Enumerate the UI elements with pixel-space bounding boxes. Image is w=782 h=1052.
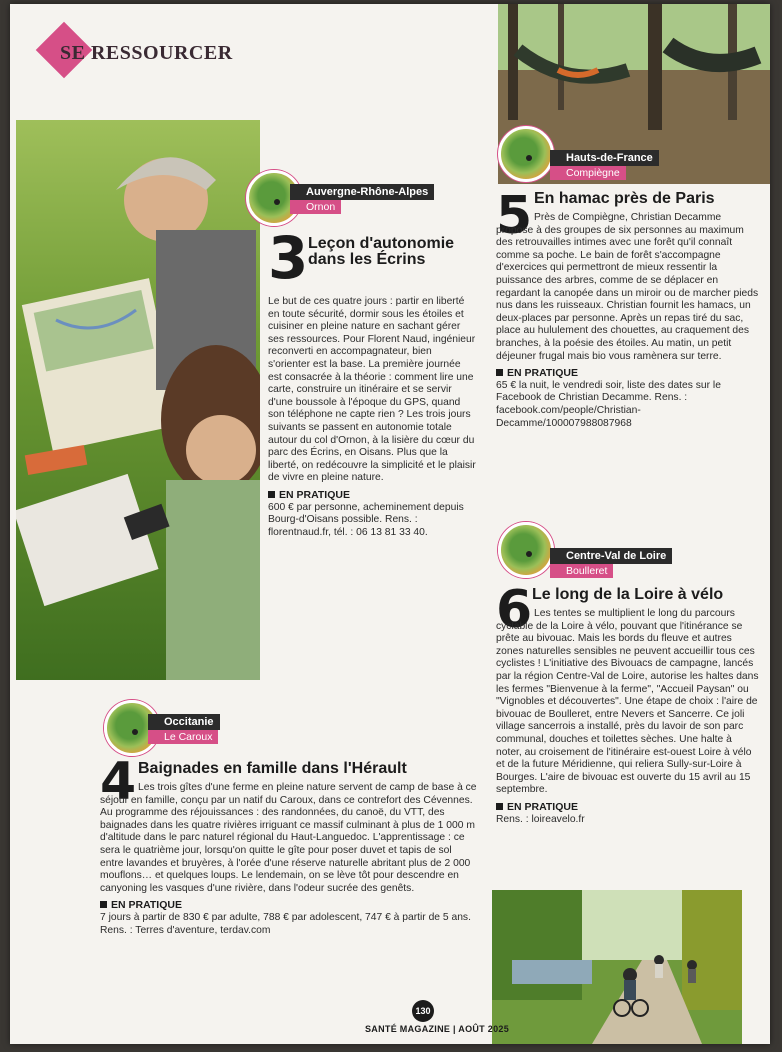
region-place: Boulleret	[550, 564, 613, 578]
magazine-page	[10, 4, 770, 1044]
article-text: Près de Compiègne, Christian Decamme propose à des groupes de six personnes au maximum des retrouvailles intimes avec une forêt qu'il connaît comme sa poche. Le bain de forêt s'accompagne d'exercices qui permettront de mieux ressentir la puissance des arbres, comme de se déplacer en regardant la canopée dans un miroir ou de marcher pieds nus dans les ruisseaux. Christian fournit les hamacs, un deux-places par personne. Après un repas tiré du sac, place au hululement des chouettes, au craquement des branches, à la poésie des étoiles. Au matin, un petit déjeuner frugal mais bio vous ramènera sur terre.	[496, 212, 759, 362]
article-title: Leçon d'autonomie dans les Écrins	[308, 235, 455, 268]
section-title: SE RESSOURCER	[60, 42, 233, 64]
region-name: Occitanie	[148, 714, 220, 730]
article-number: 3	[268, 224, 309, 292]
region-place: Ornon	[290, 200, 341, 214]
region-map-icon	[498, 522, 554, 578]
article-text: Le but de ces quatre jours : partir en liberté en toute sécurité, dormir sous les étoiles et cuisiner en pleine nature en sachant gérer ses ressources. Pour Florent Naud, ingénieur reconverti en accompagnateur, bien s'orienter est la base. La première journée est consacrée à la théorie : comment lire une carte, construire un itinéraire et se servir d'une boussole à l'époque du GPS, quand son téléphone ne capte rien ? Les trois jours suivants se passent en autonomie totale autour du col d'Ornon, à la lisière du cœur du parc des Écrins, en Oisans. Plus que la liberté, on redécouvre la simplicité et le plaisir de vivre en pleine nature.	[268, 296, 476, 484]
article-body	[496, 212, 760, 430]
practical-heading: EN PRATIQUE	[496, 801, 760, 814]
photo-loire-bikes	[492, 890, 742, 1044]
practical-heading: EN PRATIQUE	[496, 367, 760, 380]
region-name: Auvergne-Rhône-Alpes	[290, 184, 434, 200]
region-map-icon	[498, 126, 554, 182]
practical-text: Rens. : loireavelo.fr	[496, 813, 585, 825]
footer-credit: SANTÉ MAGAZINE | AOÛT 2025	[365, 1024, 510, 1034]
article-number: 5	[496, 186, 533, 246]
photo-orienteering	[16, 120, 260, 680]
article-body	[100, 782, 478, 937]
practical-heading: EN PRATIQUE	[268, 489, 476, 502]
practical-text: 7 jours à partir de 830 € par adulte, 788 € par adolescent, 747 € à partir de 5 ans. Rens. : Terres d'aventure, terdav.com	[100, 911, 471, 936]
page-number: 130	[412, 1000, 434, 1022]
article-title: En hamac près de Paris	[534, 190, 715, 207]
article-number: 6	[496, 580, 533, 640]
article-title: Le long de la Loire à vélo	[532, 586, 724, 603]
practical-heading: EN PRATIQUE	[100, 899, 478, 912]
article-body	[268, 296, 476, 539]
region-name: Hauts-de-France	[550, 150, 659, 166]
practical-text: 65 € la nuit, le vendredi soir, liste des dates sur le Facebook de Christian Decamme. Rens. : facebook.com/people/Christian-Decamme/100007988087968	[496, 379, 721, 429]
region-name: Centre-Val de Loire	[550, 548, 672, 564]
practical-text: 600 € par personne, acheminement depuis Bourg-d'Oisans possible. Rens. : florentnaud.fr, tél. : 06 13 81 33 40.	[268, 501, 464, 538]
article-body	[496, 608, 760, 826]
region-place: Le Caroux	[148, 730, 218, 744]
article-text: Les tentes se multiplient le long du parcours cyclable de la Loire à vélo, pouvant que l'itinérance se prête au bivouac. Mais les bords du fleuve et autres zones naturelles sensibles ne peuvent accueillir tous ces cyclistes ! L'initiative des Bivouacs de campagne, lancés par la région Centre-Val de Loire, autorise les haltes dans les fermes "Bienvenue à la ferme", "Accueil Paysan" ou "Vignobles et découvertes". Une étape de choix : l'aire de bivouac de Boulleret, entre Nevers et Sancerre. Ce joli village sancerrois a installé, près du lavoir de son parc communal, douches et toilettes sèches. Une halte à noter, au croisement de l'itinéraire est-ouest Loire à vélo et de la future Méridienne, qui reliera Sully-sur-Loire à Bourges. L'aire de bivouac est ouverte du 15 avril au 15 septembre.	[496, 608, 759, 796]
article-number: 4	[100, 752, 137, 812]
article-text: Les trois gîtes d'une ferme en pleine nature servent de camp de base à ce séjour en famille, conçu par un natif du Caroux, dans ce contrefort des Cévennes. Au programme des réjouissances : des randonnées, du canoë, du VTT, des baignades dans les quatre rivières irriguant ce massif culminant à plus de 1 000 m d'altitude dans le parc naturel régional du Haut-Languedoc. L'apprentissage : ce sera le quatrième jour, lorsqu'on quitte le gîte pour poser duvet et tapis de sol entre lavandes et bruyères, à l'orée d'une réserve naturelle abritant plus de 2 000 mouflons… et quelques loups. Le lendemain, on se lève tôt pour descendre en canyoning les vasques d'une rivière, dans l'odeur sucrée des genêts.	[100, 782, 477, 894]
region-place: Compiègne	[550, 166, 626, 180]
article-title: Baignades en famille dans l'Hérault	[138, 760, 407, 777]
